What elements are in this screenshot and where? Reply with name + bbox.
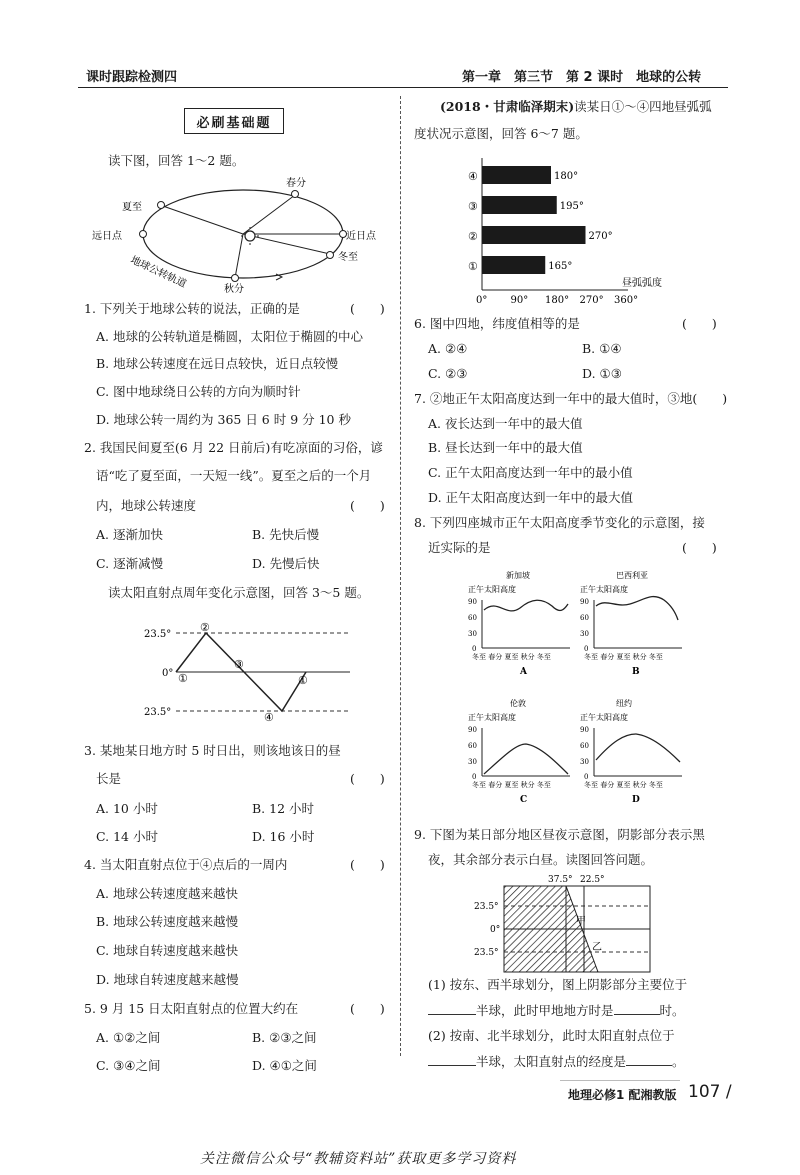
sun-lat-top: 23.5° [144,629,172,640]
sun-pt1: ① [178,672,188,685]
q1-stem: 1. 下列关于地球公转的说法，正确的是 [84,301,300,316]
q2-line3: 内，地球公转速度 [96,498,197,513]
q5-option-a: A. ①②之间 [96,1030,161,1045]
ylabel-b: 正午太阳高度 [580,585,628,594]
q9-1-mid: 半球，此时甲地地方时是 [476,1003,614,1018]
x-axis-label: 昼弧弧度 [622,278,662,289]
sun-lat-bot: 23.5° [144,707,172,718]
xt-a: 冬至 春分 夏至 秋分 冬至 [472,653,551,661]
yt-d-0: 0 [584,773,589,781]
sun-pt1b: ① [298,674,308,687]
sun-pt4: ④ [264,711,274,724]
xt-d: 冬至 春分 夏至 秋分 冬至 [584,781,663,789]
q8-line2: 近实际的是 [428,540,491,555]
yt-c-90: 90 [468,726,477,734]
q5-paren: ( ) [350,1001,385,1016]
header-right: 第一章 第三节 第 2 课时 地球的公转 [462,70,702,85]
chart-C [468,698,570,805]
lon-22-5: 22.5° [580,875,605,885]
xt-c: 冬至 春分 夏至 秋分 冬至 [472,781,551,789]
yt-a-30: 30 [468,630,477,638]
xt-b: 冬至 春分 夏至 秋分 冬至 [584,653,663,661]
sun-pt2: ② [200,621,210,634]
yt-b-60: 60 [580,614,589,622]
q8-line1: 8. 下列四座城市正午太阳高度季节变化的示意图，接 [414,515,705,530]
letter-c: C [520,795,528,805]
bottom-note: 关注微信公众号“教辅资料站”获取更多学习资料 [200,1151,517,1167]
footer-rule [560,1080,680,1081]
yt-d-30: 30 [580,758,589,766]
ylabel-a-text: 正午太阳高度 [468,585,516,594]
chart-B [580,570,682,677]
q6-option-a: A. ②④ [428,341,468,356]
sun-icon [245,231,255,241]
intro-6-7-line1 [440,100,712,114]
section-title: 必刷基础题 [184,108,284,134]
bar [482,166,551,184]
blank-4[interactable] [626,1054,672,1066]
blank-3[interactable] [428,1054,476,1066]
q9-1-line2 [428,1003,685,1018]
blank-1[interactable] [428,1003,476,1015]
label-qiufen: 秋分 [224,284,244,295]
letter-d: D [632,795,640,805]
letter-a: A [520,667,527,677]
blank-2[interactable] [614,1003,660,1015]
q2-option-d: D. 先慢后快 [252,556,320,571]
sun-pt3: ③ [234,658,244,671]
label-orbit: 地球公转轨道 [128,254,188,291]
q4-option-b: B. 地球公转速度越来越慢 [96,914,239,929]
q4-paren: ( ) [350,857,385,872]
intro-6-7-line2: 度状况示意图，回答 6～7 题。 [414,126,588,141]
yt-a-60: 60 [468,614,477,622]
q6-option-d: D. ①③ [582,366,622,381]
q7-stem: 7. ②地正午太阳高度达到一年中的最大值时，③地( ) [414,391,728,406]
bar [482,256,545,274]
city-c: 伦敦 [510,699,526,708]
page-number: 107 / [688,1082,732,1102]
q5-option-d: D. ④①之间 [252,1058,317,1073]
intro-source: (2018・甘肃临泽期末) [440,99,575,114]
q3-option-d: D. 16 小时 [252,829,315,844]
intro-1-2: 读下图，回答 1～2 题。 [108,153,245,168]
q4-stem: 4. 当太阳直射点位于④点后的一周内 [84,857,288,872]
category-label: ④ [468,170,478,183]
yt-b-0: 0 [584,645,589,653]
city-d: 纽约 [616,699,632,708]
label-jinri: 近日点 [346,231,376,242]
q1-option-a: A. 地球的公转轨道是椭圆，太阳位于椭圆的中心 [96,329,363,344]
q3-option-b: B. 12 小时 [252,801,315,816]
yt-c-60: 60 [468,742,477,750]
yt-b-30: 30 [580,630,589,638]
bar-value-label: 165° [548,261,573,272]
intro-6-7-text: 读某日①～④四地昼弧弧 [574,99,712,114]
x-tick-label: 0° [476,295,488,306]
q5-stem: 5. 9 月 15 日太阳直射点的位置大约在 [84,1001,299,1016]
q1-paren: ( ) [350,301,385,316]
bar [482,226,586,244]
q7-option-a: A. 夜长达到一年中的最大值 [428,416,583,431]
yt-a-90: 90 [468,598,477,606]
q3-line2: 长是 [96,771,122,786]
category-label: ③ [468,200,478,213]
x-tick-label: 270° [579,295,604,306]
header-left: 课时跟踪检测四 [86,70,178,85]
noon-sun-charts [460,568,700,818]
bar-value-label: 270° [588,231,613,242]
q5-option-c: C. ③④之间 [96,1058,161,1073]
yt-c-0: 0 [472,773,477,781]
q2-option-a: A. 逐渐加快 [96,527,163,542]
q7-option-b: B. 昼长达到一年中的最大值 [428,440,583,455]
q9-line1: 9. 下图为某日部分地区昼夜示意图，阴影部分表示黑 [414,827,705,842]
q8-paren: ( ) [682,540,717,555]
label-yi: 乙 [592,942,602,953]
bar-value-label: 180° [554,171,579,182]
intro-3-5: 读太阳直射点周年变化示意图，回答 3～5 题。 [108,585,370,600]
q2-line2: 语“吃了夏至面，一天短一线”。夏至之后的一个月 [96,468,372,483]
chart-A [468,570,570,677]
letter-b: B [632,667,640,677]
q5-option-b: B. ②③之间 [252,1030,317,1045]
ylabel-d: 正午太阳高度 [580,713,628,722]
ylabel-c: 正午太阳高度 [468,713,516,722]
q4-option-c: C. 地球自转速度越来越快 [96,943,239,958]
q9-1-line1: (1) 按东、西半球划分，图上阴影部分主要位于 [428,977,688,992]
yt-d-60: 60 [580,742,589,750]
label-yuanri: 远日点 [92,231,122,242]
q6-option-b: B. ①④ [582,341,622,356]
q3-line1: 3. 某地某日地方时 5 时日出，则该地该日的昼 [84,743,341,758]
dn-lat-top: 23.5° [474,902,499,912]
q2-paren: ( ) [350,498,385,513]
category-label: ② [468,230,478,243]
sun-lat-mid: 0° [162,668,174,679]
q4-option-a: A. 地球公转速度越来越快 [96,886,238,901]
subsolar-diagram [140,620,360,724]
x-tick-label: 360° [614,295,639,306]
q9-2-line1: (2) 按南、北半球划分，此时太阳直射点位于 [428,1028,675,1043]
label-chunfen: 春分 [286,178,306,189]
q1-option-b: B. 地球公转速度在远日点较快，近日点较慢 [96,356,339,371]
q1-option-c: C. 图中地球绕日公转的方向为顺时针 [96,384,301,399]
dn-lat-mid: 0° [490,925,501,935]
column-divider [400,96,401,1056]
dn-lat-bot: 23.5° [474,948,499,958]
label-dongzhi: 冬至 [338,252,358,263]
category-label: ① [468,260,478,273]
q9-1-end: 时。 [659,1003,685,1018]
lon-37-5: 37.5° [548,875,573,885]
q4-option-d: D. 地球自转速度越来越慢 [96,972,239,987]
footer-tag: 地理必修1 配湘教版 [568,1088,677,1102]
orbit-diagram [90,178,380,295]
q9-2-mid: 半球，太阳直射点的经度是 [476,1054,627,1069]
q6-option-c: C. ②③ [428,366,468,381]
yt-c-30: 30 [468,758,477,766]
q9-2-end: 。 [672,1054,685,1069]
q1-option-d: D. 地球公转一周约为 365 日 6 时 9 分 10 秒 [96,412,351,427]
q3-option-c: C. 14 小时 [96,829,158,844]
bar-value-label: 195° [559,201,584,212]
q2-line1: 2. 我国民间夏至(6 月 22 日前后)有吃凉面的习俗，谚 [84,440,383,455]
q9-line2: 夜，其余部分表示白昼。读图回答问题。 [428,852,654,867]
label-xiazhi: 夏至 [122,202,142,213]
q9-2-line2 [428,1054,685,1069]
city-b: 巴西利亚 [616,571,648,580]
label-jia: 甲 [576,916,586,927]
q3-option-a: A. 10 小时 [96,801,158,816]
day-night-diagram [470,872,660,976]
q7-option-c: C. 正午太阳高度达到一年中的最小值 [428,465,633,480]
x-tick-label: 90° [510,295,529,306]
city-a: 新加坡 [506,571,530,580]
q3-paren: ( ) [350,771,385,786]
q2-option-b: B. 先快后慢 [252,527,320,542]
q6-paren: ( ) [682,316,717,331]
arc-bar-chart [440,158,680,308]
yt-d-90: 90 [580,726,589,734]
header-rule [78,87,728,88]
yt-b-90: 90 [580,598,589,606]
yt-a-0: 0 [472,645,477,653]
x-tick-label: 180° [545,295,570,306]
bar [482,196,557,214]
chart-D [580,698,682,805]
q7-option-d: D. 正午太阳高度达到一年中的最大值 [428,490,634,505]
q6-stem: 6. 图中四地，纬度值相等的是 [414,316,580,331]
q2-option-c: C. 逐渐减慢 [96,556,164,571]
